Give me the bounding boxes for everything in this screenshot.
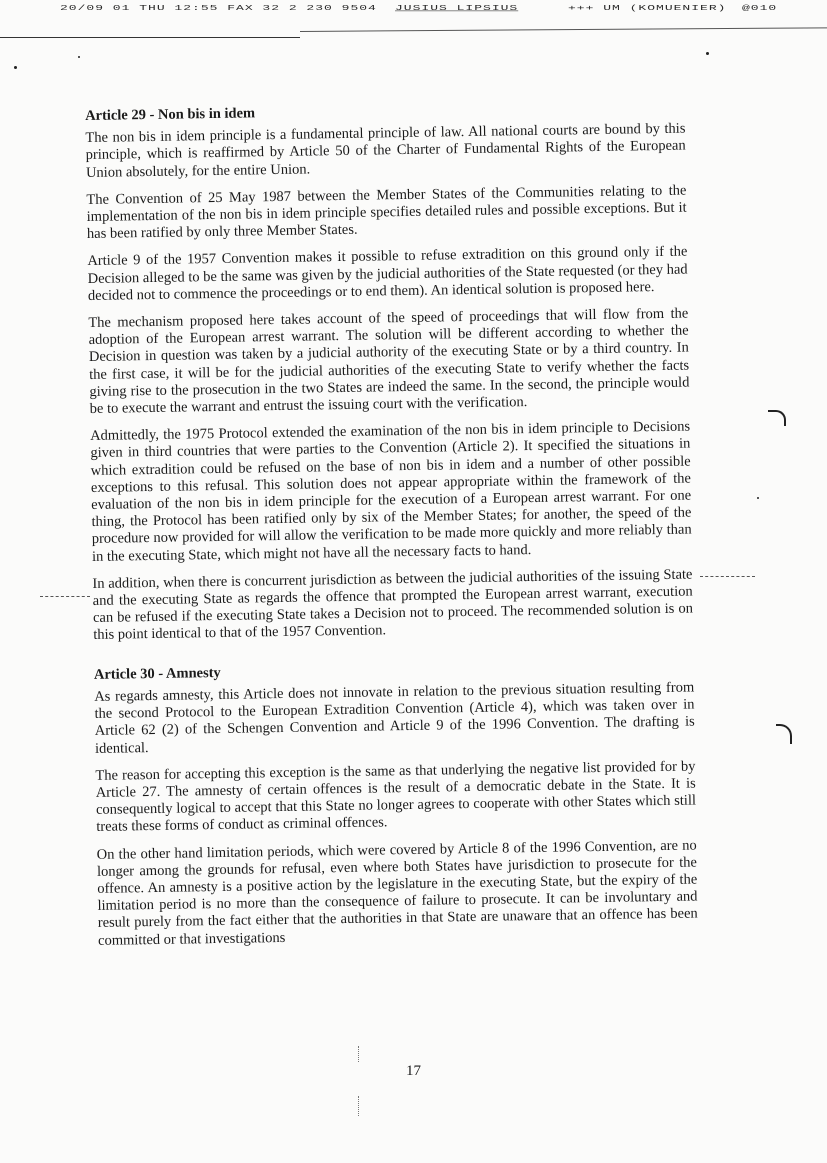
scan-speck [757, 497, 759, 499]
scan-dash [40, 596, 90, 597]
section-article-29 [85, 99, 693, 645]
fax-date-time: 20/09 01 THU 12:55 FAX 32 2 230 9504 [60, 4, 377, 13]
section-article-30 [94, 657, 698, 949]
paragraph: In addition, when there is concurrent jurisdiction as between the judicial authorities of the issuing State and the executing State as regards the offence that prompted the European arrest warrant, execution can be refused if the executing State takes a Decision not to proceed. The recommended solution is on this point identical to that of the 1957 Convention. [92, 566, 694, 644]
section-heading: Article 29 - Non bis in idem [85, 105, 256, 124]
fax-transmission-header [0, 4, 827, 15]
scan-speck [14, 66, 17, 69]
fax-destination: +++ UM (KOMUENIER) [568, 4, 727, 13]
scan-dash [700, 576, 755, 577]
paragraph: Article 9 of the 1957 Convention makes it possible to refuse extradition on this ground only if the Decision alleged to be the same was given by the judicial authorities of the State requested (or they had decided not to commence the proceedings or to end them). An identical solution is proposed here. [87, 243, 688, 304]
margin-mark [768, 410, 786, 426]
paragraph: Admittedly, the 1975 Protocol extended the examination of the non bis in idem principle to Decisions given in third countries that were parties to the Convention (Article 2). It specified the situations in which extradition could be refused on the base of non bis in idem and a number of other possible exceptions to this refusal. This solution does not appear appropriate within the framework of the evaluation of the non bis in idem principle for the execution of a European arrest warrant. For one thing, the Protocol has been ratified only by six of the Member States; for another, the speed of the procedure now provided for will allow the verification to be made more quickly and more reliably than in the executing State, which might not have all the necessary facts to hand. [90, 418, 692, 565]
paragraph: The Convention of 25 May 1987 between the Member States of the Communities relating to the implementation of the non bis in idem principle specifies detailed rules and possible exceptions. But it has been ratified by only three Member States. [86, 182, 687, 243]
header-rule-right [300, 27, 827, 32]
scan-dots [358, 1046, 359, 1062]
scan-dots [358, 1096, 359, 1116]
fax-page-code: @010 [742, 4, 778, 13]
section-heading: Article 30 - Amnesty [93, 664, 221, 683]
paragraph: On the other hand limitation periods, which were covered by Article 8 of the 1996 Convention, are no longer among the grounds for refusal, even where both States have jurisdiction to prosecute for the offence. An amnesty is a positive action by the legislature in the executing State, but the expiry of the limitation period is no more than the consequence of failure to prosecute. It can be involuntary and result purely from the fact either that the authorities in that State are unaware that an offence has been committed or that investigations [96, 837, 698, 949]
scan-speck [706, 52, 709, 55]
document-body [85, 99, 698, 960]
paragraph: The mechanism proposed here takes account of the speed of proceedings that will flow from the adoption of the European arrest warrant. The solution will be different according to whether the Decision in question was taken by a judicial authority of the executing State or by a third country. In the first case, it will be for the judicial authorities of the executing State to verify whether the facts giving rise to the prosecution in the two States are indeed the same. In the second, the principle would be to execute the warrant and entrust the issuing court with the verification. [88, 305, 690, 418]
header-rule-left [0, 37, 300, 38]
scan-speck [78, 56, 80, 58]
paragraph: The non bis in idem principle is a fundamental principle of law. All national courts are bound by this principle, which is reaffirmed by Article 50 of the Charter of Fundamental Rights of the European Union absolutely, for the entire Union. [85, 120, 686, 181]
paragraph: As regards amnesty, this Article does not innovate in relation to the previous situation resulting from the second Protocol to the European Extradition Convention (Article 4), which was taken over in Article 62 (2) of the Schengen Convention and Article 9 of the 1996 Convention. The drafting is identical. [94, 679, 695, 757]
paragraph: The reason for accepting this exception is the same as that underlying the negative list provided for by Article 27. The amnesty of certain offences is the result of a democratic debate in the State. It is consequently logical to accept that this State no longer agrees to cooperate with other States which still treats these forms of conduct as criminal offences. [95, 758, 697, 836]
margin-mark [776, 724, 792, 744]
fax-sender-code: JUSIUS LIPSIUS [395, 4, 519, 13]
page-number: 17 [406, 1063, 421, 1079]
